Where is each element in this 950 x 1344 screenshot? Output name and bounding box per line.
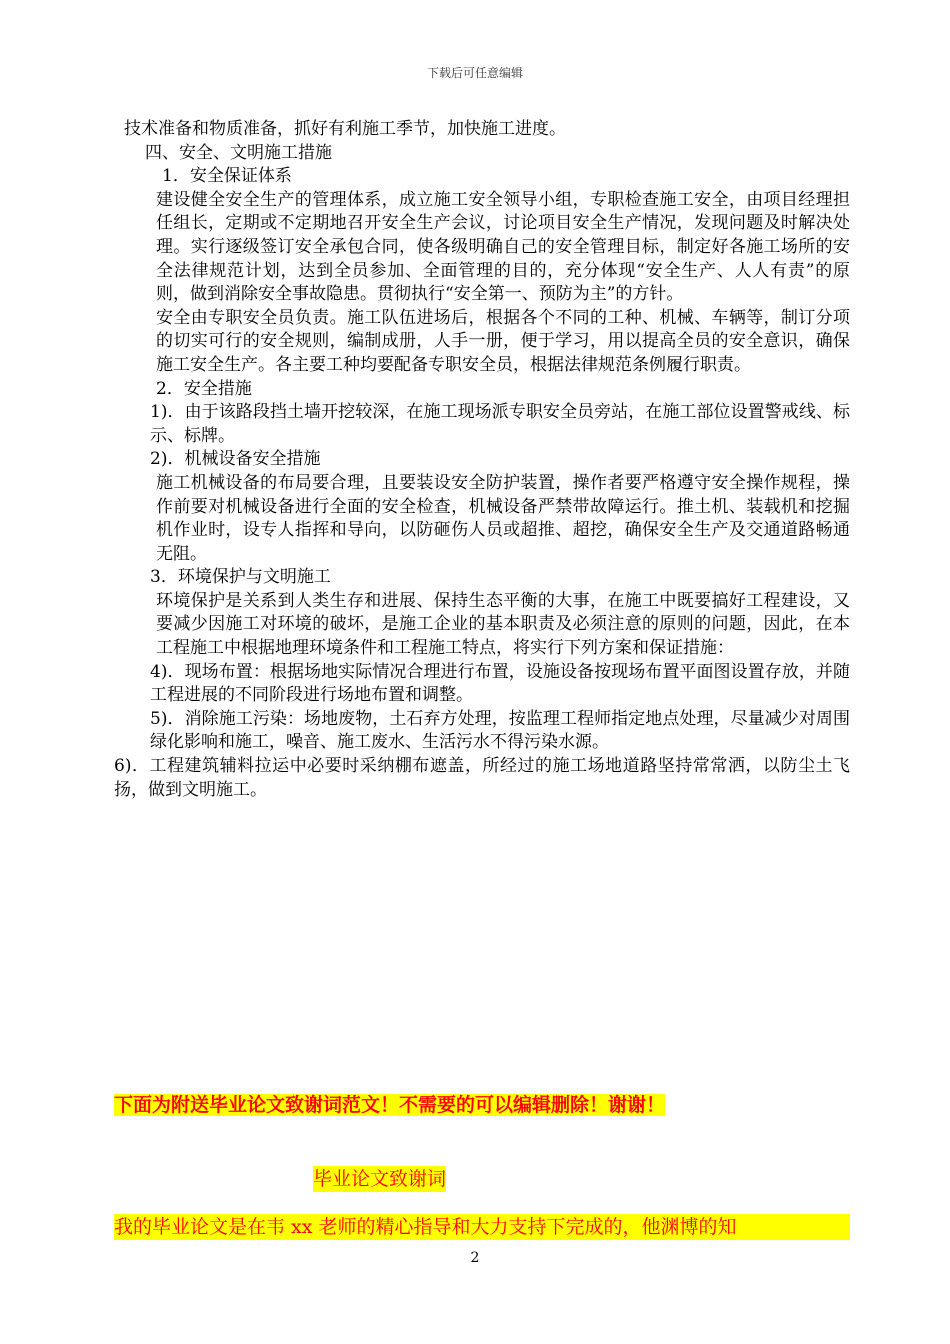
appendix-note bbox=[114, 1092, 665, 1118]
list-item: 6)．工程建筑辅料拉运中必要时采纳棚布遮盖，所经过的施工场地道路坚持常常洒，以防尘土飞扬，做到文明施工。 bbox=[114, 756, 850, 800]
subsection-heading: 3．环境保护与文明施工 bbox=[150, 567, 331, 588]
paragraph: 施工机械设备的布局要合理，且要装设安全防护装置，操作者要严格遵守安全操作规程，操作前要对机械设备进行全面的安全检查，机械设备严禁带故障运行。推土机、装载机和挖掘机作业时，设专人指挥和导向，以防砸伤人员或超推、超挖，确保安全生产及交通道路畅通无阻。 bbox=[156, 472, 850, 564]
paragraph: 环境保护是关系到人类生存和进展、保持生态平衡的大事，在施工中既要搞好工程建设，又要减少因施工对环境的破坏，是施工企业的基本职责及必须注意的原则的问题，因此，在本工程施工中根据地理环境条件和工程施工特点，将实行下列方案和保证措施： bbox=[156, 590, 850, 659]
page-number: 2 bbox=[470, 1250, 480, 1266]
paragraph: 建设健全安全生产的管理体系，成立施工安全领导小组，专职检查施工安全，由项目经理担任组长，定期或不定期地召开安全生产会议，讨论项目安全生产情况，发现问题及时解决处理。实行逐级签订安全承包合同，使各级明确自己的安全管理目标，制定好各施工场所的安全法律规范计划，达到全员参加、全面管理的目的，充分体现“安全生产、人人有责”的原则，做到消除安全事故隐患。贯彻执行“安全第一、预防为主”的方针。 bbox=[156, 189, 850, 305]
subsection-heading: 1．安全保证体系 bbox=[162, 166, 292, 187]
appendix-note-text: 下面为附送毕业论文致谢词范文！不需要的可以编辑删除！谢谢！ bbox=[114, 1094, 666, 1116]
list-item: 4)．现场布置：根据场地实际情况合理进行布置，设施设备按现场布置平面图设置存放，并随工程进展的不同阶段进行场地布置和调整。 bbox=[150, 661, 850, 706]
document-body bbox=[114, 118, 850, 802]
list-item: 5)．消除施工污染：场地废物，土石弃方处理，按监理工程师指定地点处理，尽量减少对周围绿化影响和施工，噪音、施工废水、生活污水不得污染水源。 bbox=[150, 708, 850, 753]
subsection-heading: 2．安全措施 bbox=[156, 378, 252, 399]
paragraph: 技术准备和物质准备，抓好有利施工季节，加快施工进度。 bbox=[124, 119, 566, 139]
list-item: 2)．机械设备安全措施 bbox=[150, 449, 321, 470]
acknowledgement-title: 毕业论文致谢词 bbox=[313, 1168, 447, 1190]
paragraph: 安全由专职安全员负责。施工队伍进场后，根据各个不同的工种、机械、车辆等，制订分项的切实可行的安全规则，编制成册，人手一册，便于学习，用以提高全员的安全意识，确保施工安全生产。各主要工种均要配备专职安全员，根据法律规范条例履行职责。 bbox=[156, 307, 850, 375]
list-item: 1)．由于该路段挡土墙开挖较深，在施工现场派专职安全员旁站，在施工部位设置警戒线、标示、标牌。 bbox=[150, 402, 850, 446]
page-header: 下载后可任意编辑 bbox=[426, 66, 523, 80]
section-heading: 四、安全、文明施工措施 bbox=[145, 142, 332, 163]
acknowledgement-first-line: 我的毕业论文是在韦 xx 老师的精心指导和大力支持下完成的，他渊博的知 bbox=[114, 1214, 850, 1240]
